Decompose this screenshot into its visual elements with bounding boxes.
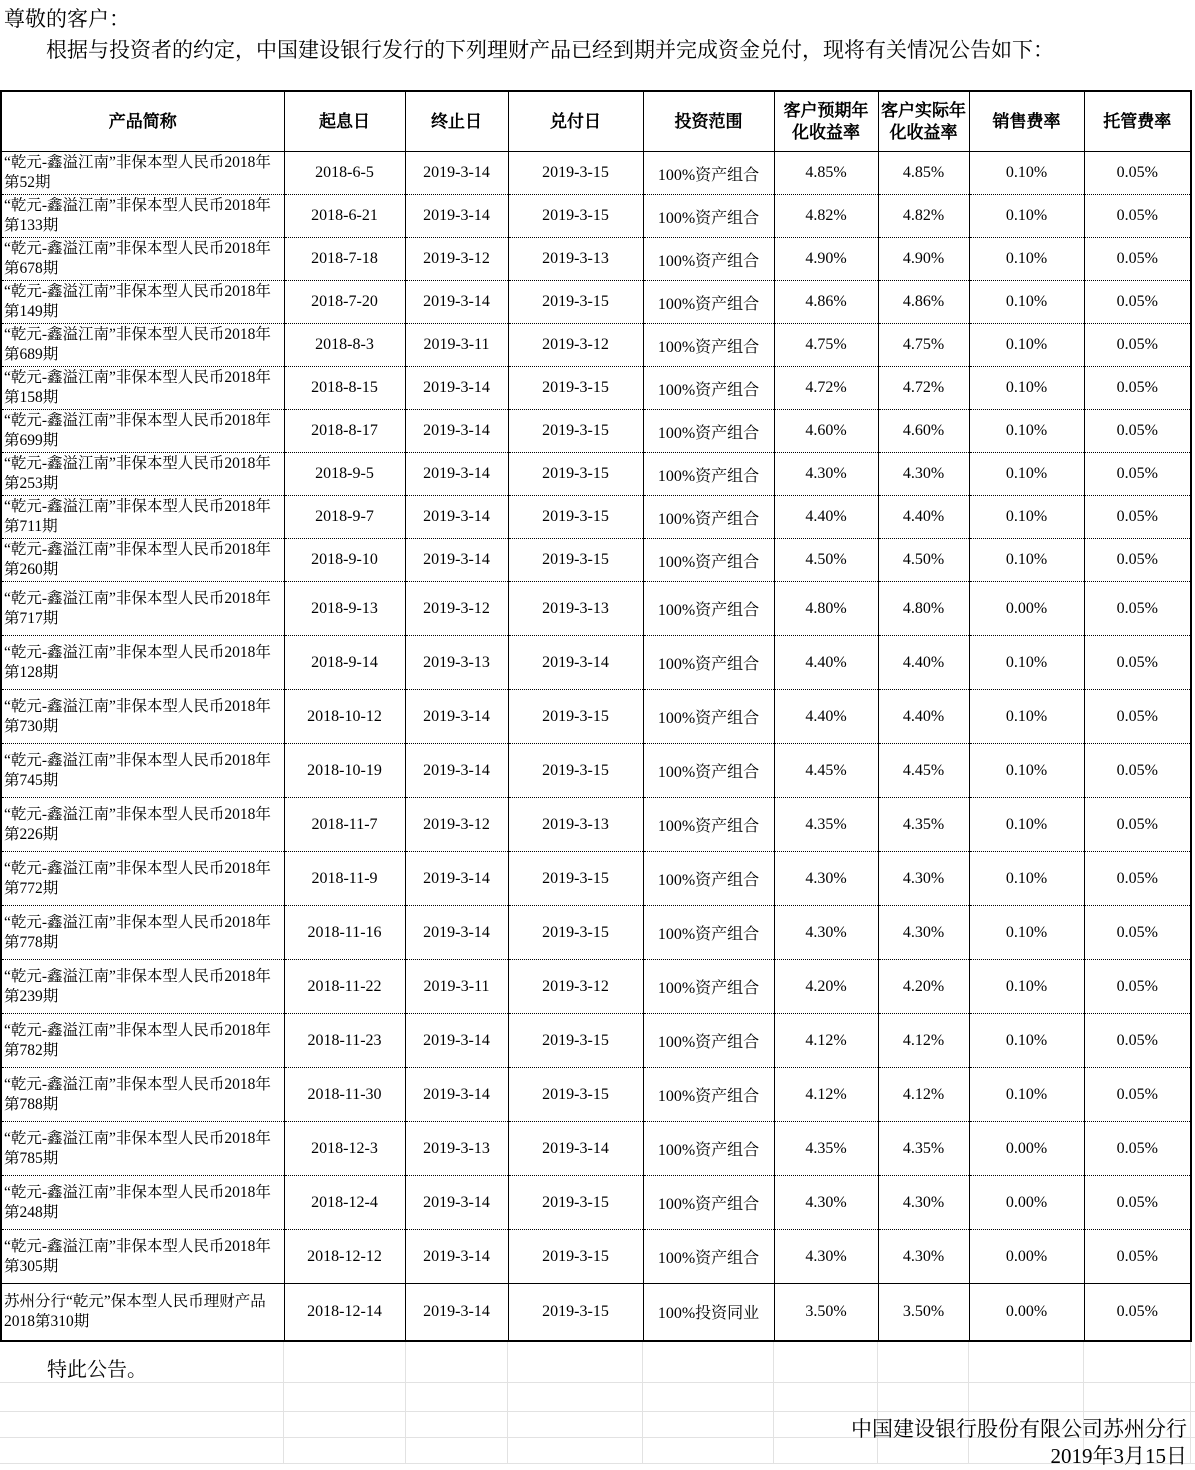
table-row [1,798,1191,852]
table-cell: 100%资产组合 [643,410,774,453]
table-cell: 0.10% [969,852,1084,906]
table-cell: 0.05% [1084,496,1191,539]
table-cell: 2018-12-14 [284,1284,405,1341]
table-cell: 2019-3-14 [405,410,508,453]
table-cell: 2019-3-15 [508,690,643,744]
table-cell: 4.12% [878,1068,969,1122]
table-cell: 2019-3-15 [508,1014,643,1068]
table-cell: 2018-11-16 [284,906,405,960]
table-cell: 4.75% [774,324,878,367]
table-row [1,1176,1191,1230]
table-cell: 2018-6-21 [284,195,405,238]
table-cell: 0.10% [969,690,1084,744]
products-table [0,90,1192,1342]
table-cell: 0.10% [969,1014,1084,1068]
table-row [1,852,1191,906]
table-cell: 0.10% [969,367,1084,410]
table-cell: 2018-12-12 [284,1230,405,1284]
table-cell: 2019-3-12 [405,238,508,281]
table-cell: 2019-3-15 [508,906,643,960]
table-cell: 2018-11-30 [284,1068,405,1122]
table-cell: 2018-7-20 [284,281,405,324]
grid-line [773,1342,774,1463]
table-cell: 2019-3-14 [405,496,508,539]
table-cell: 2018-8-17 [284,410,405,453]
grid-line [0,1463,1195,1464]
table-row [1,960,1191,1014]
table-cell: 2019-3-14 [405,1014,508,1068]
table-cell: 4.30% [774,1176,878,1230]
table-cell: 0.05% [1084,960,1191,1014]
table-cell: 0.10% [969,1068,1084,1122]
product-name-cell: “乾元-鑫溢江南”非保本型人民币2018年第248期 [1,1176,284,1230]
table-cell: 2018-11-22 [284,960,405,1014]
table-cell: 100%资产组合 [643,852,774,906]
table-cell: 4.30% [878,906,969,960]
table-row [1,281,1191,324]
table-cell: 100%资产组合 [643,1014,774,1068]
column-header-sales-fee: 销售费率 [969,91,1084,152]
table-cell: 4.40% [774,636,878,690]
table-cell: 100%资产组合 [643,1230,774,1284]
table-cell: 4.40% [878,496,969,539]
table-cell: 2019-3-14 [405,453,508,496]
table-cell: 2019-3-14 [405,539,508,582]
table-cell: 4.40% [878,690,969,744]
table-cell: 0.10% [969,410,1084,453]
product-name-cell: “乾元-鑫溢江南”非保本型人民币2018年第133期 [1,195,284,238]
table-cell: 0.05% [1084,1122,1191,1176]
table-header-row [1,91,1191,152]
table-cell: 0.05% [1084,410,1191,453]
table-row [1,906,1191,960]
table-row [1,1014,1191,1068]
table-cell: 100%资产组合 [643,798,774,852]
table-cell: 4.82% [878,195,969,238]
table-cell: 4.30% [774,453,878,496]
table-cell: 4.80% [878,582,969,636]
grid-line [405,1342,406,1463]
table-cell: 2019-3-14 [405,852,508,906]
table-cell: 0.05% [1084,152,1191,195]
table-cell: 2019-3-14 [405,281,508,324]
grid-line [877,1342,878,1463]
table-cell: 0.05% [1084,690,1191,744]
table-cell: 2019-3-15 [508,152,643,195]
column-header-actual-yield: 客户实际年化收益率 [878,91,969,152]
table-cell: 2019-3-14 [405,195,508,238]
grid-line [0,1411,1195,1412]
table-cell: 2019-3-13 [405,1122,508,1176]
product-name-cell: “乾元-鑫溢江南”非保本型人民币2018年第778期 [1,906,284,960]
table-cell: 2019-3-13 [508,238,643,281]
table-cell: 4.82% [774,195,878,238]
table-cell: 0.05% [1084,1068,1191,1122]
table-cell: 2019-3-15 [508,453,643,496]
product-name-cell: “乾元-鑫溢江南”非保本型人民币2018年第226期 [1,798,284,852]
table-row [1,1230,1191,1284]
table-cell: 0.00% [969,582,1084,636]
table-cell: 4.35% [774,1122,878,1176]
table-cell: 0.05% [1084,281,1191,324]
grid-line [1190,1342,1191,1463]
grid-line [968,1342,969,1463]
product-name-cell: “乾元-鑫溢江南”非保本型人民币2018年第253期 [1,453,284,496]
table-cell: 4.86% [774,281,878,324]
table-cell: 4.12% [774,1014,878,1068]
table-row [1,582,1191,636]
table-cell: 2018-10-19 [284,744,405,798]
announcement-footer [0,1342,1195,1468]
column-header-invest-scope: 投资范围 [643,91,774,152]
issue-date: 2019年3月15日 [1050,1443,1187,1468]
column-header-custody-fee: 托管费率 [1084,91,1191,152]
table-cell: 4.30% [774,1230,878,1284]
table-cell: 0.10% [969,798,1084,852]
table-cell: 2018-9-13 [284,582,405,636]
table-cell: 2019-3-14 [508,636,643,690]
table-cell: 0.05% [1084,324,1191,367]
table-cell: 0.10% [969,496,1084,539]
table-cell: 2019-3-15 [508,744,643,798]
table-cell: 4.40% [774,496,878,539]
table-cell: 2018-11-23 [284,1014,405,1068]
grid-line [283,1342,284,1463]
table-row [1,1284,1191,1341]
table-cell: 4.72% [774,367,878,410]
product-name-cell: 苏州分行“乾元”保本型人民币理财产品2018第310期 [1,1284,284,1341]
table-cell: 100%资产组合 [643,152,774,195]
table-row [1,367,1191,410]
table-cell: 4.75% [878,324,969,367]
column-header-expected-yield: 客户预期年化收益率 [774,91,878,152]
table-cell: 0.05% [1084,636,1191,690]
table-cell: 4.60% [878,410,969,453]
table-cell: 4.35% [878,798,969,852]
table-cell: 100%资产组合 [643,367,774,410]
table-cell: 0.00% [969,1230,1084,1284]
table-cell: 4.50% [878,539,969,582]
table-cell: 0.05% [1084,798,1191,852]
product-name-cell: “乾元-鑫溢江南”非保本型人民币2018年第788期 [1,1068,284,1122]
grid-line [642,1342,643,1463]
table-cell: 2019-3-15 [508,195,643,238]
table-cell: 2019-3-14 [405,152,508,195]
table-cell: 2019-3-11 [405,960,508,1014]
product-name-cell: “乾元-鑫溢江南”非保本型人民币2018年第772期 [1,852,284,906]
table-cell: 2019-3-15 [508,1230,643,1284]
table-cell: 100%资产组合 [643,496,774,539]
table-cell: 4.85% [878,152,969,195]
table-cell: 2018-7-18 [284,238,405,281]
table-cell: 4.20% [878,960,969,1014]
column-header-value-date: 起息日 [284,91,405,152]
table-cell: 0.10% [969,744,1084,798]
table-cell: 100%资产组合 [643,636,774,690]
table-cell: 0.10% [969,195,1084,238]
table-cell: 2019-3-15 [508,852,643,906]
table-cell: 2019-3-14 [508,1122,643,1176]
product-name-cell: “乾元-鑫溢江南”非保本型人民币2018年第785期 [1,1122,284,1176]
product-name-cell: “乾元-鑫溢江南”非保本型人民币2018年第730期 [1,690,284,744]
table-row [1,410,1191,453]
product-name-cell: “乾元-鑫溢江南”非保本型人民币2018年第689期 [1,324,284,367]
table-cell: 2019-3-15 [508,539,643,582]
column-header-payment-date: 兑付日 [508,91,643,152]
table-row [1,690,1191,744]
table-cell: 4.40% [774,690,878,744]
table-cell: 4.85% [774,152,878,195]
table-cell: 0.05% [1084,852,1191,906]
table-cell: 4.45% [774,744,878,798]
table-cell: 4.30% [878,1176,969,1230]
table-cell: 2018-12-3 [284,1122,405,1176]
table-row [1,636,1191,690]
issuer-signature: 中国建设银行股份有限公司苏州分行 [851,1416,1187,1441]
table-cell: 4.30% [774,852,878,906]
table-row [1,1068,1191,1122]
table-cell: 2019-3-13 [508,798,643,852]
table-cell: 0.05% [1084,195,1191,238]
table-cell: 4.50% [774,539,878,582]
table-cell: 4.30% [878,852,969,906]
table-cell: 2019-3-14 [405,1284,508,1341]
table-cell: 0.05% [1084,238,1191,281]
table-cell: 4.40% [878,636,969,690]
table-cell: 100%资产组合 [643,906,774,960]
table-cell: 2019-3-15 [508,367,643,410]
table-cell: 4.60% [774,410,878,453]
table-cell: 100%资产组合 [643,453,774,496]
table-cell: 4.90% [774,238,878,281]
table-cell: 2019-3-11 [405,324,508,367]
table-cell: 0.05% [1084,1284,1191,1341]
table-cell: 2019-3-12 [405,798,508,852]
table-cell: 2019-3-13 [508,582,643,636]
product-name-cell: “乾元-鑫溢江南”非保本型人民币2018年第260期 [1,539,284,582]
table-cell: 3.50% [774,1284,878,1341]
table-cell: 100%资产组合 [643,582,774,636]
table-row [1,453,1191,496]
table-cell: 0.10% [969,453,1084,496]
table-cell: 4.72% [878,367,969,410]
table-cell: 100%资产组合 [643,1122,774,1176]
product-name-cell: “乾元-鑫溢江南”非保本型人民币2018年第239期 [1,960,284,1014]
table-cell: 2019-3-15 [508,1176,643,1230]
table-cell: 4.45% [878,744,969,798]
table-cell: 0.05% [1084,1230,1191,1284]
table-cell: 0.05% [1084,1014,1191,1068]
table-cell: 0.05% [1084,367,1191,410]
table-cell: 100%资产组合 [643,1068,774,1122]
table-cell: 4.35% [774,798,878,852]
table-cell: 2018-10-12 [284,690,405,744]
product-name-cell: “乾元-鑫溢江南”非保本型人民币2018年第711期 [1,496,284,539]
table-cell: 2018-9-7 [284,496,405,539]
intro-line: 根据与投资者的约定，中国建设银行发行的下列理财产品已经到期并完成资金兑付，现将有关情况公告如下： [46,38,1054,62]
table-cell: 2019-3-14 [405,690,508,744]
table-cell: 2018-9-10 [284,539,405,582]
table-cell: 4.12% [774,1068,878,1122]
table-cell: 100%资产组合 [643,195,774,238]
table-row [1,1122,1191,1176]
table-cell: 0.05% [1084,1176,1191,1230]
product-name-cell: “乾元-鑫溢江南”非保本型人民币2018年第52期 [1,152,284,195]
grid-line [507,1342,508,1463]
table-cell: 100%资产组合 [643,281,774,324]
table-cell: 2018-6-5 [284,152,405,195]
table-row [1,744,1191,798]
table-cell: 0.10% [969,152,1084,195]
table-cell: 0.05% [1084,539,1191,582]
table-cell: 0.00% [969,1284,1084,1341]
table-cell: 4.30% [878,453,969,496]
table-cell: 2019-3-14 [405,1068,508,1122]
table-cell: 2019-3-13 [405,636,508,690]
product-name-cell: “乾元-鑫溢江南”非保本型人民币2018年第305期 [1,1230,284,1284]
table-cell: 0.05% [1084,582,1191,636]
table-cell: 0.10% [969,324,1084,367]
table-cell: 4.12% [878,1014,969,1068]
column-header-product: 产品简称 [1,91,284,152]
table-cell: 0.10% [969,238,1084,281]
table-cell: 2019-3-14 [405,367,508,410]
table-cell: 2018-9-14 [284,636,405,690]
product-name-cell: “乾元-鑫溢江南”非保本型人民币2018年第128期 [1,636,284,690]
table-cell: 2019-3-15 [508,281,643,324]
product-name-cell: “乾元-鑫溢江南”非保本型人民币2018年第745期 [1,744,284,798]
grid-line [0,1382,1195,1383]
table-cell: 0.10% [969,906,1084,960]
table-cell: 2018-8-3 [284,324,405,367]
table-cell: 2019-3-14 [405,906,508,960]
table-row [1,324,1191,367]
product-name-cell: “乾元-鑫溢江南”非保本型人民币2018年第149期 [1,281,284,324]
salutation-line: 尊敬的客户： [4,7,130,31]
table-row [1,238,1191,281]
table-cell: 0.00% [969,1122,1084,1176]
table-cell: 0.10% [969,960,1084,1014]
product-name-cell: “乾元-鑫溢江南”非保本型人民币2018年第717期 [1,582,284,636]
table-cell: 4.90% [878,238,969,281]
table-cell: 0.00% [969,1176,1084,1230]
table-cell: 2019-3-12 [508,960,643,1014]
table-cell: 2019-3-14 [405,1176,508,1230]
table-cell: 0.05% [1084,906,1191,960]
table-cell: 4.86% [878,281,969,324]
table-cell: 4.30% [878,1230,969,1284]
table-cell: 0.10% [969,281,1084,324]
table-cell: 2019-3-15 [508,410,643,453]
table-cell: 4.30% [774,906,878,960]
table-row [1,152,1191,195]
announcement-header [0,0,1195,63]
table-cell: 100%资产组合 [643,744,774,798]
table-cell: 2019-3-15 [508,1284,643,1341]
table-cell: 100%投资同业 [643,1284,774,1341]
table-cell: 100%资产组合 [643,539,774,582]
table-cell: 2019-3-12 [405,582,508,636]
table-cell: 100%资产组合 [643,690,774,744]
closing-statement: 特此公告。 [47,1358,147,1381]
table-cell: 2019-3-15 [508,496,643,539]
product-name-cell: “乾元-鑫溢江南”非保本型人民币2018年第699期 [1,410,284,453]
table-cell: 2018-8-15 [284,367,405,410]
column-header-end-date: 终止日 [405,91,508,152]
table-cell: 2019-3-14 [405,744,508,798]
table-row [1,496,1191,539]
table-cell: 2018-9-5 [284,453,405,496]
table-cell: 3.50% [878,1284,969,1341]
table-cell: 100%资产组合 [643,324,774,367]
table-cell: 0.10% [969,636,1084,690]
table-cell: 2019-3-14 [405,1230,508,1284]
table-cell: 0.05% [1084,453,1191,496]
table-cell: 4.20% [774,960,878,1014]
table-row [1,195,1191,238]
product-name-cell: “乾元-鑫溢江南”非保本型人民币2018年第782期 [1,1014,284,1068]
table-row [1,539,1191,582]
table-cell: 4.35% [878,1122,969,1176]
table-cell: 2018-11-9 [284,852,405,906]
table-cell: 0.10% [969,539,1084,582]
table-cell: 2019-3-15 [508,1068,643,1122]
table-cell: 100%资产组合 [643,238,774,281]
table-cell: 100%资产组合 [643,960,774,1014]
table-cell: 0.05% [1084,744,1191,798]
table-cell: 4.80% [774,582,878,636]
table-cell: 2019-3-12 [508,324,643,367]
table-cell: 100%资产组合 [643,1176,774,1230]
product-name-cell: “乾元-鑫溢江南”非保本型人民币2018年第678期 [1,238,284,281]
table-cell: 2018-12-4 [284,1176,405,1230]
table-cell: 2018-11-7 [284,798,405,852]
product-name-cell: “乾元-鑫溢江南”非保本型人民币2018年第158期 [1,367,284,410]
